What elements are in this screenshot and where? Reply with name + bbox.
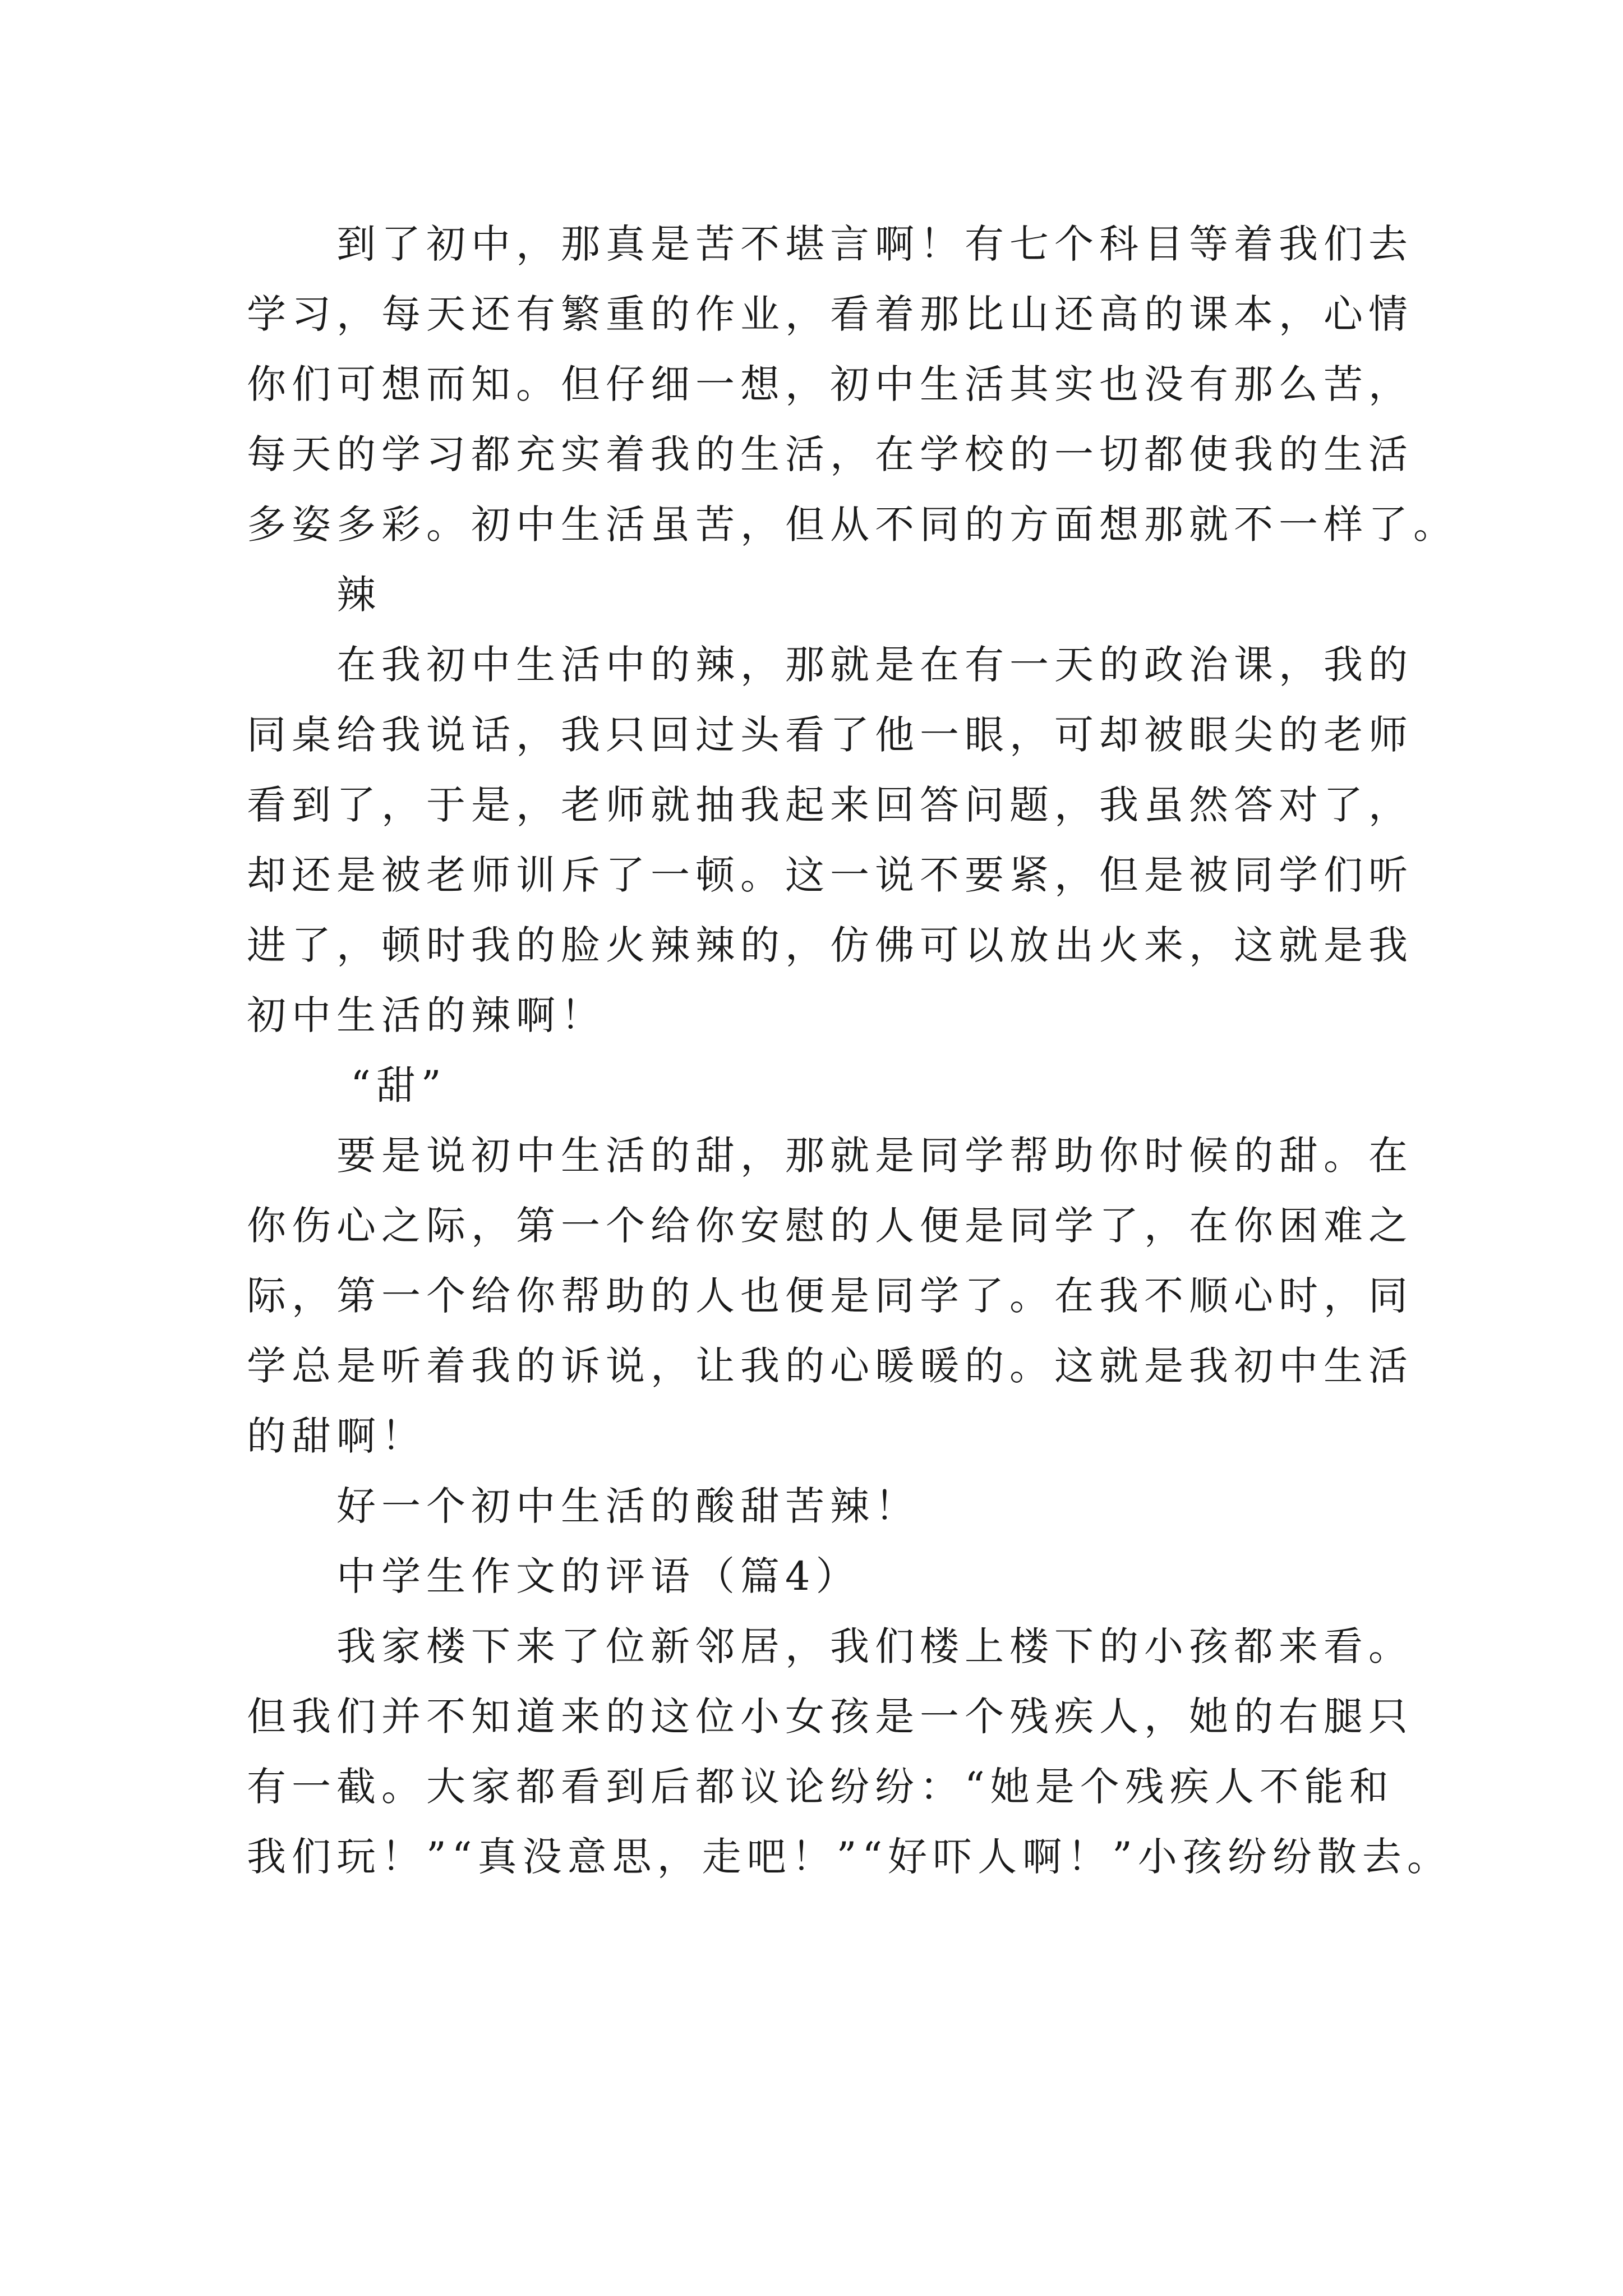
paragraph-line: 但我们并不知道来的这位小女孩是一个残疾人，她的右腿只 <box>247 1694 1413 1740</box>
paragraph-line: 际，第一个给你帮助的人也便是同学了。在我不顺心时，同 <box>247 1273 1413 1319</box>
paragraph-line: 有一截。大家都看到后都议论纷纷：“她是个残疾人不能和 <box>247 1764 1394 1810</box>
paragraph-line: 要是说初中生活的甜，那就是同学帮助你时候的甜。在 <box>336 1133 1413 1179</box>
paragraph-line: 却还是被老师训斥了一顿。这一说不要紧，但是被同学们听 <box>247 852 1413 898</box>
paragraph-line: 好一个初中生活的酸甜苦辣！ <box>336 1483 920 1529</box>
paragraph-line: 你们可想而知。但仔细一想，初中生活其实也没有那么苦， <box>247 361 1413 407</box>
paragraph-line: 你伤心之际，第一个给你安慰的人便是同学了，在你困难之 <box>247 1203 1413 1249</box>
paragraph-line: 学总是听着我的诉说，让我的心暖暖的。这就是我初中生活 <box>247 1343 1413 1389</box>
paragraph-line: 同桌给我说话，我只回过头看了他一眼，可却被眼尖的老师 <box>247 712 1413 758</box>
paragraph-line: 的甜啊！ <box>247 1413 426 1459</box>
paragraph-line: 看到了，于是，老师就抽我起来回答问题，我虽然答对了， <box>247 782 1413 828</box>
paragraph-line: 每天的学习都充实着我的生活，在学校的一切都使我的生活 <box>247 431 1413 477</box>
paragraph-line: 多姿多彩。初中生活虽苦，但从不同的方面想那就不一样了。 <box>247 501 1458 547</box>
section-heading-tian: “甜” <box>351 1062 447 1108</box>
section-heading-la: 辣 <box>336 572 381 618</box>
paragraph-line: 初中生活的辣啊！ <box>247 992 606 1038</box>
essay-title: 中学生作文的评语（篇4） <box>336 1553 861 1599</box>
paragraph-line: 学习，每天还有繁重的作业，看着那比山还高的课本，心情 <box>247 291 1413 337</box>
paragraph-line: 我家楼下来了位新邻居，我们楼上楼下的小孩都来看。 <box>336 1623 1413 1669</box>
paragraph-line: 在我初中生活中的辣，那就是在有一天的政治课，我的 <box>336 642 1413 688</box>
paragraph-line: 到了初中，那真是苦不堪言啊！有七个科目等着我们去 <box>336 221 1413 267</box>
paragraph-line: 进了，顿时我的脸火辣辣的，仿佛可以放出火来，这就是我 <box>247 922 1413 968</box>
paragraph-line: 我们玩！”“真没意思，走吧！”“好吓人啊！”小孩纷纷散去。 <box>247 1834 1452 1880</box>
